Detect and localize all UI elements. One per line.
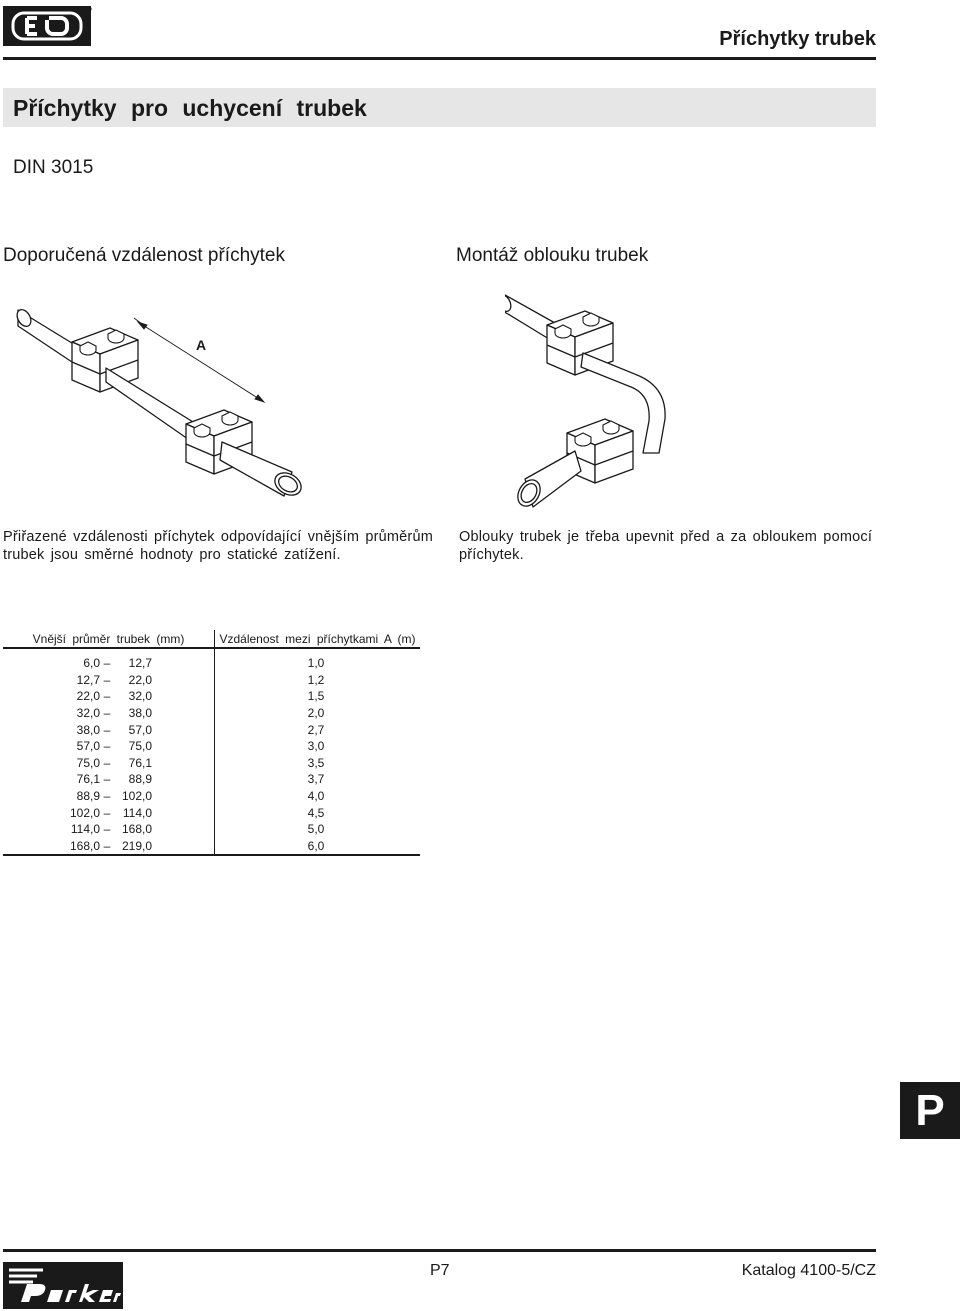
- diameter-range-cell: [3, 738, 215, 755]
- table-header-row: [3, 630, 420, 648]
- section-tab: P: [900, 1082, 960, 1139]
- diameter-to: 76,1: [128, 755, 152, 770]
- table-row: [3, 648, 420, 672]
- diameter-from: 12,7: [76, 672, 100, 687]
- range-dash: –: [103, 722, 111, 737]
- range-dash: –: [103, 805, 111, 820]
- section-heading-bend: Montáž oblouku trubek: [456, 245, 649, 266]
- distance-value: 1,5: [307, 689, 325, 704]
- column-header-diameter: Vnější průměr trubek (mm): [3, 630, 215, 648]
- distance-value: 3,0: [307, 739, 325, 754]
- table-row: [3, 705, 420, 722]
- diameter-to: 12,7: [128, 656, 152, 671]
- diameter-from: 57,0: [76, 739, 100, 754]
- distance-value: 2,0: [307, 706, 325, 721]
- distance-value: 2,7: [307, 722, 325, 737]
- diameter-range-cell: [3, 648, 215, 672]
- range-dash: –: [103, 838, 111, 853]
- page-number: P7: [430, 1262, 450, 1279]
- range-dash: –: [103, 689, 111, 704]
- page-title: Příchytky pro uchycení trubek: [13, 95, 367, 121]
- distance-cell: [215, 771, 421, 788]
- range-dash: –: [103, 672, 111, 687]
- distance-value: 3,7: [307, 772, 325, 787]
- distance-value: 5,0: [307, 822, 325, 837]
- section-heading-spacing: Doporučená vzdálenost příchytek: [3, 245, 285, 266]
- table-row: [3, 788, 420, 805]
- diameter-to: 114,0: [122, 805, 152, 820]
- distance-cell: [215, 804, 421, 821]
- diameter-from: 38,0: [76, 722, 100, 737]
- distance-cell: [215, 738, 421, 755]
- spacing-description: Přiřazené vzdálenosti příchytek odpovídající vnějším průměrům trubek jsou směrné hodnoty pro statické zatížení.: [3, 529, 433, 563]
- diameter-from: 6,0: [83, 656, 100, 671]
- diameter-from: 102,0: [69, 805, 100, 820]
- distance-cell: [215, 721, 421, 738]
- diameter-range-cell: [3, 688, 215, 705]
- diameter-to: 75,0: [128, 739, 152, 754]
- table-body: [3, 648, 420, 855]
- diameter-from: 76,1: [76, 772, 100, 787]
- table-row: [3, 804, 420, 821]
- diameter-range-cell: [3, 838, 215, 856]
- diameter-range-cell: [3, 721, 215, 738]
- distance-value: 6,0: [307, 838, 325, 853]
- distance-value: 3,5: [307, 755, 325, 770]
- diameter-range-cell: [3, 771, 215, 788]
- distance-cell: [215, 838, 421, 856]
- diameter-range-cell: [3, 755, 215, 772]
- diameter-range-cell: [3, 672, 215, 689]
- distance-value: 1,0: [307, 656, 325, 671]
- distance-cell: [215, 705, 421, 722]
- range-dash: –: [103, 822, 111, 837]
- diameter-from: 75,0: [76, 755, 100, 770]
- range-dash: –: [103, 739, 111, 754]
- table-row: [3, 755, 420, 772]
- diameter-to: 88,9: [128, 772, 152, 787]
- range-dash: –: [103, 772, 111, 787]
- header-rule: [3, 57, 876, 60]
- header-title: Příchytky trubek: [719, 28, 876, 50]
- distance-cell: [215, 755, 421, 772]
- diameter-from: 114,0: [70, 822, 100, 837]
- range-dash: –: [103, 755, 111, 770]
- parker-logo: [3, 1262, 123, 1309]
- table-row: [3, 838, 420, 856]
- range-dash: –: [103, 706, 111, 721]
- table-row: [3, 771, 420, 788]
- diameter-from: 88,9: [76, 789, 100, 804]
- distance-value: 4,0: [307, 789, 325, 804]
- diameter-range-cell: [3, 804, 215, 821]
- diameter-to: 32,0: [128, 689, 152, 704]
- dimension-label-a: A: [196, 337, 207, 353]
- diameter-to: 38,0: [128, 706, 152, 721]
- diameter-from: 168,0: [69, 838, 100, 853]
- table-row: [3, 672, 420, 689]
- diameter-from: 22,0: [76, 689, 100, 704]
- eo-logo: [3, 6, 93, 46]
- range-dash: –: [103, 789, 111, 804]
- distance-cell: [215, 688, 421, 705]
- distance-cell: [215, 821, 421, 838]
- bend-description: Oblouky trubek je třeba upevnit před a za obloukem pomocí příchytek.: [459, 529, 873, 563]
- footer-rule: [3, 1249, 876, 1252]
- diameter-range-cell: [3, 821, 215, 838]
- diameter-to: 168,0: [121, 822, 152, 837]
- distance-cell: [215, 672, 421, 689]
- catalog-number: Katalog 4100-5/CZ: [741, 1262, 876, 1279]
- column-header-distance: Vzdálenost mezi příchytkami A (m): [215, 630, 421, 648]
- pipe-bend-mounting-illustration: [505, 283, 685, 513]
- diameter-range-cell: [3, 705, 215, 722]
- diameter-range-cell: [3, 788, 215, 805]
- distance-cell: [215, 648, 421, 672]
- table-row: [3, 821, 420, 838]
- table-row: [3, 738, 420, 755]
- diameter-to: 22,0: [128, 672, 152, 687]
- distance-value: 1,2: [307, 672, 325, 687]
- diameter-to: 57,0: [128, 722, 152, 737]
- standard-label: DIN 3015: [13, 157, 94, 178]
- range-dash: –: [103, 656, 111, 671]
- distance-cell: [215, 788, 421, 805]
- clamp-spacing-table: [3, 630, 420, 856]
- distance-value: 4,5: [307, 805, 325, 820]
- diameter-from: 32,0: [76, 706, 100, 721]
- diameter-to: 219,0: [121, 838, 152, 853]
- table-row: [3, 688, 420, 705]
- table-row: [3, 721, 420, 738]
- pipe-clamp-spacing-illustration: [10, 290, 310, 505]
- diameter-to: 102,0: [121, 789, 152, 804]
